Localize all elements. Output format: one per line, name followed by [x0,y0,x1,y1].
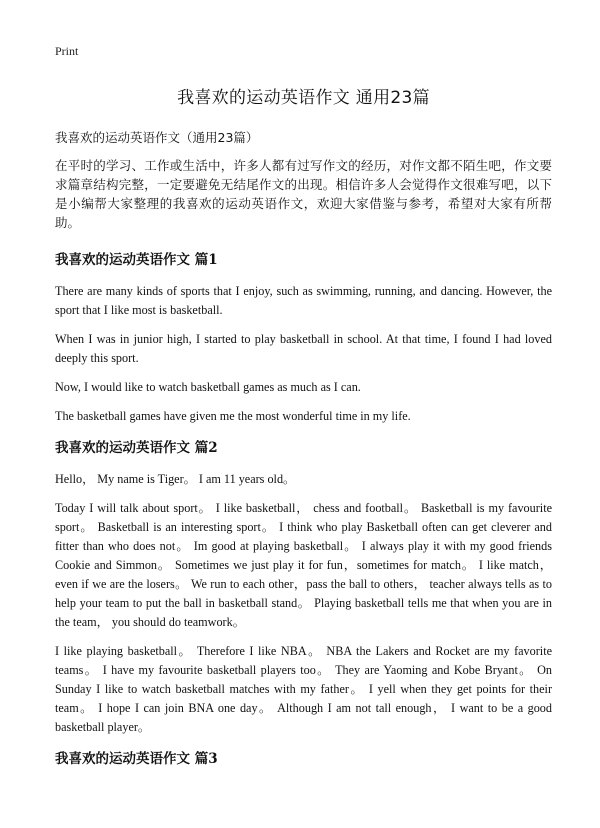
paragraph: Today I will talk about sport。 I like basketball， chess and football。 Basketball is my favourite sport。 Basketball is an interesting sport。 I think who play Basketball often can get cleverer and fitter than who does not。 Im good at playing basketball。 I always play it with my good friends Cookie and Simmon。 Sometimes we just play it for fun，sometimes for match。 I like match， even if we are the losers。 We run to each other，pass the ball to others， teacher always tells as to help your team to put the ball in basketball stand。 Playing basketball tells me that when you are in the team， you should do teamwork。 [55,501,552,629]
paragraph: I like playing basketball。 Therefore I like NBA。 NBA the Lakers and Rocket are my favorite teams。 I have my favourite basketball players too。 They are Yaoming and Kobe Bryant。 On Sunday I like to watch basketball matches with my father。 I yell when they get points for their team。 I hope I can join BNA one day。 Although I am not tall enough， I want to be a good basketball player。 [55,644,552,734]
print-link[interactable]: Print [55,44,79,58]
subtitle: 我喜欢的运动英语作文（通用23篇） [55,130,259,145]
section-2 [55,436,552,737]
paragraph: The basketball games have given me the most wonderful time in my life. [55,409,411,423]
section-heading: 我喜欢的运动英语作文 篇3 [55,751,218,767]
section-1 [55,248,552,426]
section-3 [55,747,552,767]
section-heading: 我喜欢的运动英语作文 篇1 [55,252,218,268]
paragraph: Hello， My name is Tiger。 I am 11 years old。 [55,472,296,486]
paragraph: When I was in junior high, I started to play basketball in school. At that time, I found I had loved deeply this sport. [55,332,552,365]
intro-paragraph: 在平时的学习、工作或生活中，许多人都有过写作文的经历，对作文都不陌生吧，作文要求篇章结构完整，一定要避免无结尾作文的出现。相信许多人会觉得作文很难写吧，以下是小编帮大家整理的我喜欢的运动英语作文，欢迎大家借鉴与参考，希望对大家有所帮助。 [55,158,552,230]
paragraph: There are many kinds of sports that I enjoy, such as swimming, running, and dancing. However, the sport that I like most is basketball. [55,284,552,317]
page-title: 我喜欢的运动英语作文 通用23篇 [177,88,430,108]
paragraph: Now, I would like to watch basketball games as much as I can. [55,380,361,394]
section-heading: 我喜欢的运动英语作文 篇2 [55,440,218,456]
